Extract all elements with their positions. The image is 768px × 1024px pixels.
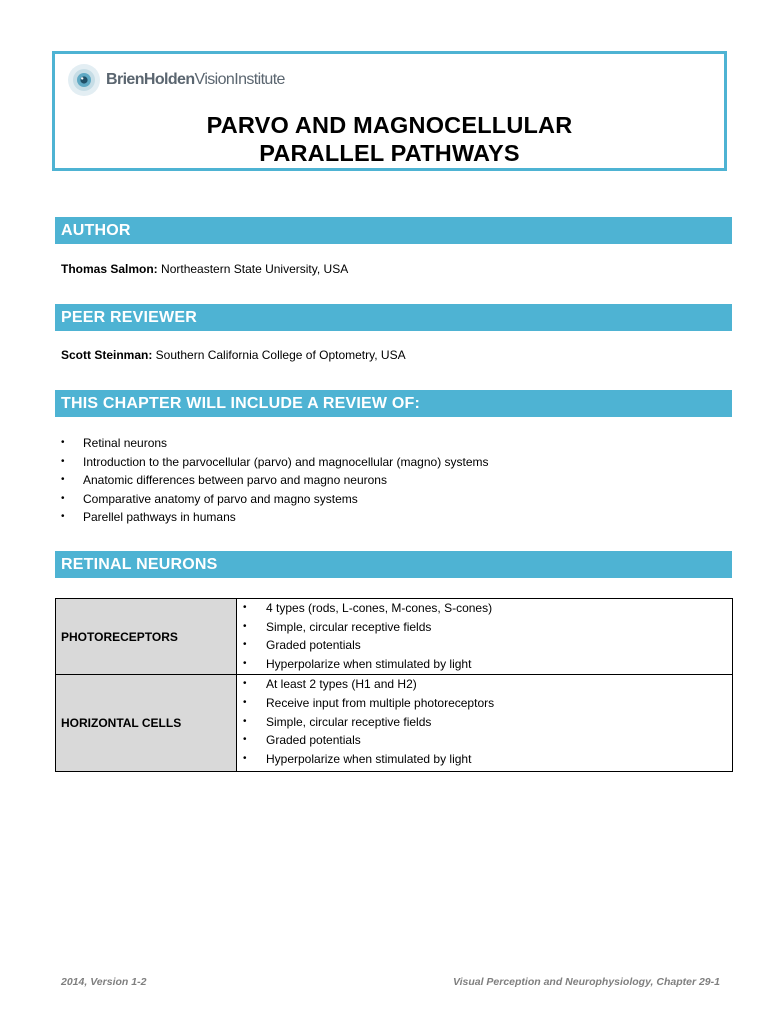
peer-reviewer-heading: PEER REVIEWER — [55, 304, 732, 331]
institute-logo — [67, 63, 285, 97]
list-item: • Anatomic differences between parvo and magno neurons — [61, 471, 489, 490]
footer-chapter: Visual Perception and Neurophysiology, Chapter 29-1 — [452, 976, 720, 988]
list-item: • Receive input from multiple photoreceptors — [243, 694, 732, 713]
list-item: • Simple, circular receptive fields — [243, 618, 732, 637]
reviewer-name: Scott Steinman: — [61, 348, 153, 362]
list-item: • Hyperpolarize when stimulated by light — [243, 750, 732, 769]
eye-logo-icon — [67, 63, 101, 97]
chapter-review-list — [61, 434, 489, 527]
row-label-horizontal-cells: HORIZONTAL CELLS — [56, 675, 237, 772]
reviewer-line — [61, 348, 406, 362]
list-item: • Simple, circular receptive fields — [243, 713, 732, 732]
author-name: Thomas Salmon: — [61, 262, 158, 276]
table-row — [56, 675, 733, 772]
retinal-neurons-table — [55, 598, 733, 772]
list-item: • Graded potentials — [243, 636, 732, 655]
document-title — [55, 111, 724, 167]
row-label-photoreceptors: PHOTORECEPTORS — [56, 599, 237, 675]
table-row — [56, 599, 733, 675]
list-item: • 4 types (rods, L-cones, M-cones, S-cones) — [243, 599, 732, 618]
list-item: • Graded potentials — [243, 731, 732, 750]
list-item: • At least 2 types (H1 and H2) — [243, 675, 732, 694]
reviewer-affiliation: Southern California College of Optometry, USA — [152, 348, 406, 362]
retinal-neurons-heading: RETINAL NEURONS — [55, 551, 732, 578]
footer-version: 2014, Version 1-2 — [61, 976, 147, 988]
list-item: • Hyperpolarize when stimulated by light — [243, 655, 732, 674]
row-points-photoreceptors — [237, 599, 733, 675]
title-line-1: PARVO AND MAGNOCELLULAR — [206, 112, 573, 138]
list-item: • Retinal neurons — [61, 434, 489, 453]
list-item: • Comparative anatomy of parvo and magno systems — [61, 490, 489, 509]
list-item: • Parellel pathways in humans — [61, 508, 489, 527]
author-line — [61, 262, 348, 276]
title-box — [52, 51, 727, 171]
title-line-2: PARALLEL PATHWAYS — [259, 140, 520, 166]
author-heading: AUTHOR — [55, 217, 732, 244]
author-affiliation: Northeastern State University, USA — [157, 262, 349, 276]
logo-wordmark: BrienHoldenVisionInstitute — [106, 71, 285, 88]
list-item: • Introduction to the parvocellular (parvo) and magnocellular (magno) systems — [61, 453, 489, 472]
chapter-review-heading: THIS CHAPTER WILL INCLUDE A REVIEW OF: — [55, 390, 732, 417]
row-points-horizontal-cells — [237, 675, 733, 772]
